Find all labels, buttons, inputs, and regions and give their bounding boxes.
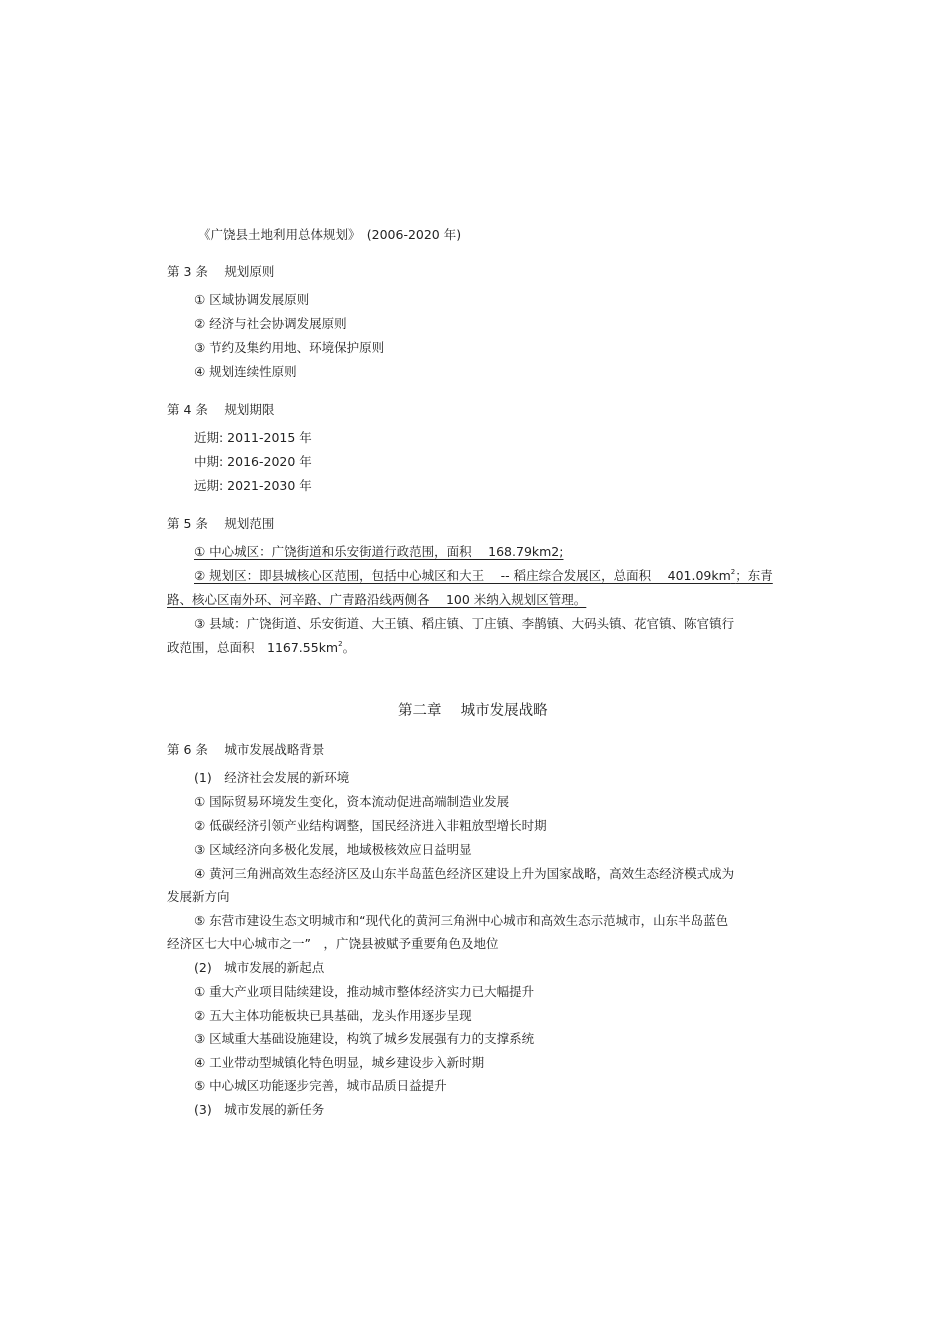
article-6-item: ③ 区域经济向多极化发展，地域极核效应日益明显 bbox=[194, 842, 472, 857]
article-4-item: 中期: 2016-2020 年 bbox=[194, 454, 312, 469]
article-6-item: ① 国际贸易环境发生变化，资本流动促进高端制造业发展 bbox=[194, 794, 510, 809]
article-5-item-1: ① 中心城区：广饶街道和乐安街道行政范围，面积 168.79km2; bbox=[194, 544, 564, 559]
article-3-heading: 第 3 条 规划原则 bbox=[167, 264, 275, 279]
article-6-item: ④ 黄河三角洲高效生态经济区及山东半岛蓝色经济区建设上升为国家战略，高效生态经济模式成为 bbox=[194, 866, 735, 881]
article-6-item: ⑤ 东营市建设生态文明城市和“现代化的黄河三角洲中心城市和高效生态示范城市，山东半岛蓝色 bbox=[194, 913, 729, 928]
article-5-item-3-text-end: 。 bbox=[342, 640, 356, 655]
document-title: 《广饶县土地利用总体规划》 (2006-2020 年) bbox=[198, 227, 462, 242]
article-3-item: ④ 规划连续性原则 bbox=[194, 364, 297, 379]
article-5-item-3-continuation bbox=[167, 640, 355, 656]
article-6-item: ⑤ 中心城区功能逐步完善，城市品质日益提升 bbox=[194, 1078, 447, 1093]
article-4-heading: 第 4 条 规划期限 bbox=[167, 402, 275, 417]
article-6-subheading-3: (3) 城市发展的新任务 bbox=[194, 1102, 325, 1117]
superscript: 2 bbox=[338, 640, 343, 648]
article-6-item-continuation: 经济区七大中心城市之一” ，广饶县被赋予重要角色及地位 bbox=[167, 936, 499, 951]
article-5-item-2 bbox=[194, 568, 773, 584]
article-6-item: ② 五大主体功能板块已具基础，龙头作用逐步呈现 bbox=[194, 1008, 472, 1023]
article-4-item: 近期: 2011-2015 年 bbox=[194, 430, 312, 445]
article-6-item: ② 低碳经济引领产业结构调整，国民经济进入非粗放型增长时期 bbox=[194, 818, 547, 833]
article-5-item-3-text: 政范围，总面积 1167.55km bbox=[167, 640, 339, 655]
article-6-subheading-1: (1) 经济社会发展的新环境 bbox=[194, 770, 350, 785]
article-6-heading: 第 6 条 城市发展战略背景 bbox=[167, 742, 325, 757]
article-6-item: ④ 工业带动型城镇化特色明显，城乡建设步入新时期 bbox=[194, 1055, 485, 1070]
article-4-item: 远期: 2021-2030 年 bbox=[194, 478, 312, 493]
article-6-item: ① 重大产业项目陆续建设，推动城市整体经济实力已大幅提升 bbox=[194, 984, 535, 999]
chapter-2-title: 第二章 城市发展战略 bbox=[398, 703, 548, 719]
article-3-item: ① 区域协调发展原则 bbox=[194, 292, 310, 307]
article-3-item: ③ 节约及集约用地、环境保护原则 bbox=[194, 340, 385, 355]
article-5-item-3: ③ 县域：广饶街道、乐安街道、大王镇、稻庄镇、丁庄镇、李鹊镇、大码头镇、花官镇、陈官镇行 bbox=[194, 616, 735, 631]
article-5-item-2-text-end: ；东青 bbox=[735, 568, 773, 583]
article-6-item-continuation: 发展新方向 bbox=[167, 889, 230, 904]
article-5-item-2-continuation: 路、核心区南外环、河辛路、广青路沿线两侧各 100 米纳入规划区管理。 bbox=[167, 592, 587, 607]
article-5-heading: 第 5 条 规划范围 bbox=[167, 516, 275, 531]
article-5-item-2-text: ② 规划区：即县城核心区范围，包括中心城区和大王 -- 稻庄综合发展区，总面积 401.09km bbox=[194, 568, 731, 583]
article-3-item: ② 经济与社会协调发展原则 bbox=[194, 316, 347, 331]
article-6-subheading-2: (2) 城市发展的新起点 bbox=[194, 960, 325, 975]
article-6-item: ③ 区域重大基础设施建设，构筑了城乡发展强有力的支撑系统 bbox=[194, 1031, 535, 1046]
superscript: 2 bbox=[730, 568, 736, 576]
